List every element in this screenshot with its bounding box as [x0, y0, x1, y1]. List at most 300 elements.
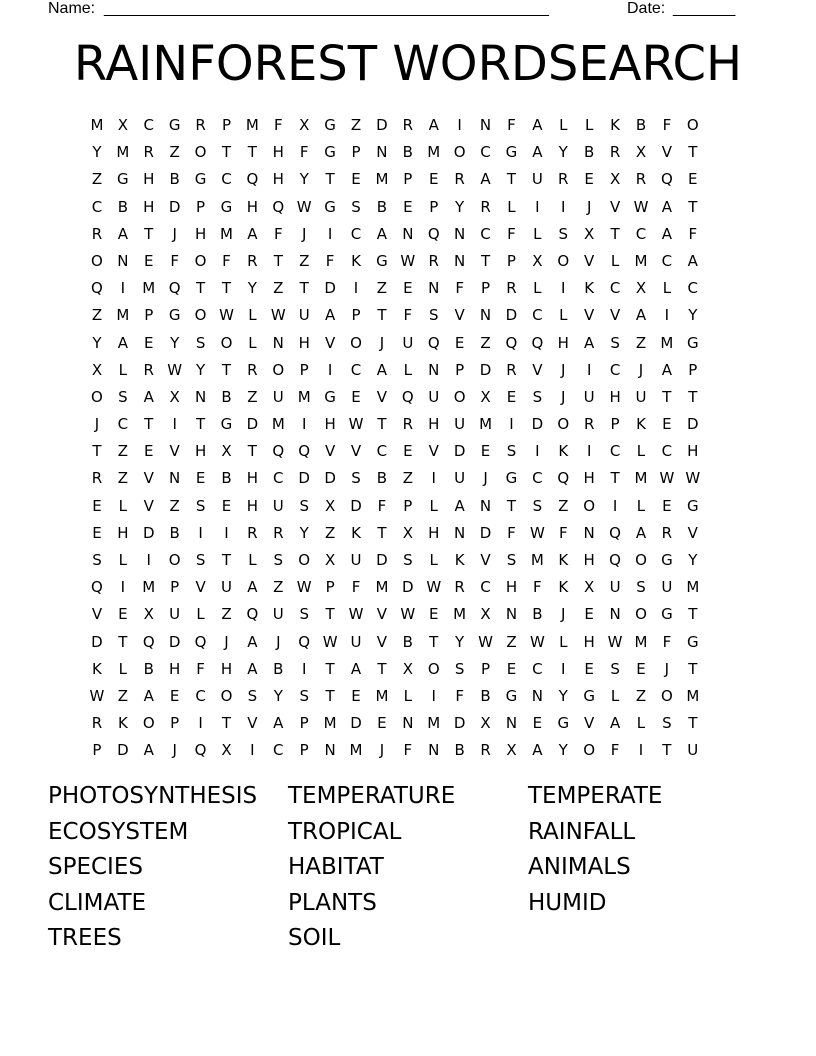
- grid-letter: R: [247, 523, 258, 542]
- grid-letter: E: [584, 659, 594, 678]
- grid-letter: H: [428, 523, 440, 542]
- word-list-item: TREES: [48, 925, 122, 952]
- grid-letter: Q: [246, 605, 259, 624]
- date-field-line: _______: [673, 0, 736, 17]
- grid-letter: R: [91, 224, 103, 243]
- grid-letter: R: [195, 116, 206, 134]
- grid-letter: S: [351, 197, 361, 216]
- grid-letter: H: [117, 523, 129, 542]
- grid-letter: W: [659, 469, 675, 488]
- grid-letter: U: [454, 469, 466, 488]
- grid-letter: Q: [427, 224, 440, 243]
- grid-letter: E: [403, 442, 413, 461]
- grid-letter: J: [379, 741, 385, 760]
- grid-letter: I: [198, 523, 203, 542]
- grid-letter: K: [351, 251, 361, 270]
- grid-letter: L: [248, 551, 257, 569]
- grid-letter: T: [299, 279, 309, 298]
- grid-letter: Q: [194, 632, 207, 651]
- grid-letter: E: [506, 659, 517, 678]
- grid-letter: T: [377, 523, 387, 542]
- grid-letter: G: [505, 143, 518, 162]
- grid-letter: L: [118, 659, 128, 678]
- grid-letter: S: [610, 333, 620, 352]
- grid-letter: J: [379, 333, 385, 352]
- grid-letter: H: [505, 578, 518, 597]
- grid-letter: L: [533, 224, 542, 243]
- grid-letter: X: [635, 279, 647, 298]
- grid-letter: A: [635, 306, 647, 325]
- grid-letter: S: [532, 496, 543, 515]
- grid-letter: I: [457, 116, 462, 134]
- grid-letter: L: [636, 496, 646, 515]
- grid-letter: K: [636, 415, 646, 434]
- grid-letter: A: [247, 632, 258, 651]
- grid-letter: S: [273, 551, 284, 569]
- grid-letter: X: [584, 224, 595, 243]
- grid-letter: E: [169, 686, 180, 705]
- grid-letter: X: [91, 360, 103, 379]
- grid-letter: M: [220, 224, 233, 243]
- grid-letter: T: [506, 170, 517, 189]
- grid-letter: W: [167, 360, 183, 379]
- grid-letter: X: [169, 387, 180, 406]
- grid-letter: H: [143, 170, 155, 189]
- grid-letter: W: [633, 197, 649, 216]
- word-list-item: TROPICAL: [288, 818, 402, 845]
- grid-letter: N: [583, 523, 595, 542]
- grid-letter: D: [246, 415, 259, 434]
- grid-letter: G: [686, 333, 699, 352]
- grid-letter: S: [92, 551, 102, 569]
- grid-letter: R: [428, 251, 439, 270]
- grid-row: [84, 493, 732, 520]
- grid-letter: O: [220, 686, 233, 705]
- word-list-item: TEMPERATE: [528, 783, 663, 809]
- grid-letter: T: [688, 143, 698, 162]
- grid-letter: N: [609, 605, 621, 624]
- grid-letter: A: [376, 360, 388, 379]
- grid-letter: R: [506, 279, 517, 298]
- grid-letter: N: [376, 143, 388, 162]
- grid-row: [84, 683, 732, 710]
- grid-letter: O: [91, 251, 103, 270]
- grid-letter: X: [324, 551, 336, 569]
- grid-letter: S: [403, 551, 413, 569]
- grid-letter: Y: [688, 306, 698, 325]
- grid-letter: E: [403, 279, 413, 298]
- grid-letter: A: [117, 333, 128, 352]
- grid-letter: Y: [273, 686, 283, 705]
- grid-letter: P: [403, 496, 413, 515]
- grid-letter: A: [661, 197, 673, 216]
- grid-letter: L: [118, 551, 128, 569]
- grid-letter: V: [376, 632, 388, 651]
- grid-letter: U: [531, 170, 543, 189]
- grid-letter: Z: [169, 496, 180, 515]
- grid-letter: N: [402, 714, 414, 733]
- grid-letter: W: [296, 578, 312, 597]
- grid-letter: M: [375, 686, 389, 705]
- grid-letter: X: [143, 605, 154, 624]
- grid-letter: V: [143, 496, 154, 515]
- grid-letter: O: [583, 496, 596, 515]
- grid-letter: V: [454, 306, 465, 325]
- grid-letter: R: [480, 741, 491, 760]
- grid-letter: N: [117, 251, 129, 270]
- grid-letter: F: [558, 523, 568, 542]
- grid-letter: M: [634, 632, 648, 651]
- grid-letter: N: [272, 333, 284, 352]
- grid-letter: T: [325, 170, 335, 189]
- grid-letter: G: [324, 116, 336, 134]
- grid-letter: C: [273, 469, 284, 488]
- grid-letter: X: [635, 143, 647, 162]
- grid-letter: U: [298, 306, 310, 325]
- grid-letter: C: [532, 469, 543, 488]
- grid-letter: D: [402, 578, 414, 597]
- grid-letter: T: [688, 387, 698, 406]
- grid-letter: L: [403, 686, 412, 705]
- grid-letter: A: [143, 686, 154, 705]
- grid-row: [84, 139, 732, 166]
- grid-letter: N: [428, 279, 440, 298]
- grid-letter: K: [558, 442, 569, 461]
- grid-letter: H: [246, 496, 259, 515]
- grid-letter: R: [247, 360, 258, 379]
- grid-letter: F: [662, 632, 672, 651]
- grid-letter: L: [559, 116, 568, 134]
- grid-row: [84, 411, 732, 438]
- grid-letter: G: [324, 197, 336, 216]
- grid-letter: T: [506, 496, 517, 515]
- grid-letter: H: [143, 197, 155, 216]
- grid-letter: F: [222, 251, 231, 270]
- grid-letter: T: [221, 143, 232, 162]
- grid-letter: R: [273, 523, 284, 542]
- grid-letter: F: [455, 279, 464, 298]
- grid-letter: E: [532, 714, 543, 733]
- grid-letter: S: [662, 714, 672, 733]
- grid-letter: D: [350, 496, 362, 515]
- grid-letter: K: [92, 659, 102, 678]
- grid-letter: T: [688, 714, 698, 733]
- grid-row: [84, 275, 732, 302]
- grid-letter: C: [532, 659, 543, 678]
- grid-letter: P: [403, 170, 413, 189]
- grid-letter: P: [455, 360, 465, 379]
- grid-letter: R: [402, 116, 414, 134]
- grid-letter: D: [479, 360, 492, 379]
- grid-letter: D: [91, 632, 103, 651]
- grid-letter: F: [273, 224, 283, 243]
- grid-letter: H: [220, 659, 233, 678]
- grid-letter: U: [687, 741, 699, 760]
- grid-letter: X: [324, 496, 336, 515]
- grid-letter: R: [480, 197, 491, 216]
- grid-letter: U: [428, 387, 440, 406]
- grid-letter: P: [196, 197, 206, 216]
- grid-letter: H: [246, 197, 259, 216]
- grid-letter: Y: [558, 686, 568, 705]
- grid-letter: W: [348, 415, 364, 434]
- grid-letter: T: [377, 659, 387, 678]
- grid-letter: S: [454, 659, 465, 678]
- grid-letter: G: [686, 496, 699, 515]
- grid-row: [84, 330, 732, 357]
- grid-letter: A: [376, 224, 388, 243]
- grid-letter: M: [634, 469, 648, 488]
- grid-letter: R: [506, 360, 517, 379]
- grid-letter: G: [168, 306, 181, 325]
- grid-letter: S: [428, 306, 439, 325]
- grid-letter: B: [273, 659, 284, 678]
- grid-letter: Y: [455, 632, 465, 651]
- grid-letter: B: [376, 197, 388, 216]
- grid-letter: T: [480, 251, 491, 270]
- grid-letter: T: [221, 551, 232, 569]
- grid-letter: Z: [169, 143, 180, 162]
- grid-letter: V: [661, 143, 673, 162]
- word-list-item: PHOTOSYNTHESIS: [48, 783, 258, 809]
- grid-letter: F: [610, 741, 620, 760]
- grid-letter: O: [427, 659, 440, 678]
- grid-letter: O: [91, 387, 103, 406]
- grid-row: [84, 574, 732, 601]
- grid-letter: H: [298, 333, 310, 352]
- grid-letter: W: [478, 632, 493, 651]
- grid-letter: I: [535, 442, 540, 461]
- grid-letter: V: [609, 306, 621, 325]
- grid-letter: L: [636, 714, 646, 733]
- grid-letter: M: [427, 714, 441, 733]
- grid-letter: I: [327, 360, 333, 379]
- grid-row: [84, 112, 732, 139]
- grid-letter: U: [350, 632, 362, 651]
- grid-letter: I: [301, 659, 307, 678]
- grid-letter: N: [428, 360, 440, 379]
- grid-letter: A: [635, 523, 647, 542]
- grid-letter: W: [219, 306, 234, 325]
- grid-letter: J: [483, 469, 488, 488]
- grid-letter: C: [687, 279, 699, 298]
- grid-letter: L: [118, 496, 128, 515]
- date-label: Date:: [627, 0, 666, 17]
- grid-letter: R: [661, 523, 673, 542]
- grid-letter: M: [479, 415, 493, 434]
- grid-letter: A: [480, 170, 491, 189]
- grid-letter: J: [664, 659, 670, 678]
- grid-letter: R: [454, 578, 465, 597]
- grid-letter: A: [532, 741, 543, 760]
- grid-letter: L: [662, 279, 672, 298]
- grid-letter: O: [686, 116, 699, 134]
- grid-letter: P: [221, 116, 231, 134]
- grid-letter: I: [586, 360, 592, 379]
- grid-letter: A: [661, 360, 673, 379]
- grid-letter: V: [247, 714, 258, 733]
- grid-letter: M: [297, 387, 311, 406]
- grid-letter: H: [609, 387, 621, 406]
- grid-letter: T: [610, 224, 620, 243]
- grid-letter: U: [454, 415, 466, 434]
- grid-row: [84, 357, 732, 384]
- grid-letter: X: [402, 659, 413, 678]
- grid-letter: S: [506, 551, 517, 569]
- grid-letter: E: [480, 442, 491, 461]
- grid-letter: C: [117, 415, 129, 434]
- grid-letter: M: [142, 578, 156, 597]
- grid-letter: I: [561, 279, 566, 298]
- grid-letter: I: [198, 714, 203, 733]
- grid-letter: F: [507, 523, 516, 542]
- grid-letter: U: [272, 387, 284, 406]
- grid-letter: C: [480, 224, 491, 243]
- grid-letter: I: [172, 415, 177, 434]
- grid-letter: E: [584, 605, 594, 624]
- grid-letter: Y: [299, 170, 309, 189]
- grid-letter: E: [351, 170, 361, 189]
- grid-letter: Y: [299, 523, 309, 542]
- grid-row: [84, 547, 732, 574]
- grid-letter: G: [661, 605, 673, 624]
- grid-letter: H: [687, 442, 699, 461]
- grid-letter: S: [506, 442, 517, 461]
- grid-letter: T: [688, 659, 698, 678]
- grid-letter: J: [561, 360, 566, 379]
- grid-letter: U: [350, 551, 362, 569]
- grid-letter: U: [169, 605, 181, 624]
- grid-letter: W: [270, 306, 286, 325]
- grid-letter: S: [195, 333, 206, 352]
- grid-letter: O: [272, 360, 285, 379]
- grid-letter: C: [609, 442, 621, 461]
- grid-letter: A: [454, 496, 465, 515]
- grid-letter: T: [273, 251, 283, 270]
- grid-letter: E: [351, 387, 361, 406]
- grid-letter: Y: [92, 143, 102, 162]
- grid-letter: T: [247, 143, 257, 162]
- grid-letter: Z: [558, 496, 569, 515]
- grid-letter: R: [402, 415, 414, 434]
- grid-letter: O: [142, 714, 155, 733]
- word-list-item: SOIL: [288, 925, 341, 952]
- grid-letter: F: [688, 224, 698, 243]
- grid-letter: C: [609, 279, 621, 298]
- grid-letter: I: [353, 279, 359, 298]
- grid-letter: L: [248, 306, 257, 325]
- grid-letter: P: [429, 197, 439, 216]
- grid-letter: A: [428, 116, 439, 134]
- grid-letter: W: [529, 523, 545, 542]
- grid-letter: F: [662, 116, 672, 134]
- grid-letter: E: [92, 523, 102, 542]
- grid-letter: H: [246, 469, 259, 488]
- grid-letter: X: [584, 578, 595, 597]
- grid-letter: X: [609, 170, 621, 189]
- grid-letter: Z: [402, 469, 413, 488]
- grid-letter: S: [195, 496, 206, 515]
- grid-letter: J: [94, 415, 100, 434]
- grid-letter: F: [507, 224, 516, 243]
- grid-letter: Y: [558, 143, 568, 162]
- grid-letter: Z: [376, 279, 388, 298]
- grid-letter: E: [584, 170, 594, 189]
- grid-letter: X: [221, 442, 232, 461]
- grid-letter: E: [636, 659, 646, 678]
- grid-letter: M: [375, 170, 389, 189]
- grid-letter: N: [454, 251, 466, 270]
- grid-letter: M: [142, 279, 156, 298]
- grid-letter: U: [609, 578, 621, 597]
- grid-letter: E: [662, 415, 672, 434]
- grid-letter: I: [327, 224, 333, 243]
- grid-letter: V: [376, 387, 388, 406]
- grid-letter: O: [635, 605, 647, 624]
- grid-letter: X: [117, 116, 128, 134]
- grid-letter: X: [506, 741, 517, 760]
- grid-letter: K: [558, 578, 569, 597]
- letter-grid: [84, 112, 732, 765]
- grid-letter: L: [559, 306, 568, 325]
- grid-row: [84, 601, 732, 628]
- grid-letter: A: [584, 333, 595, 352]
- grid-letter: D: [142, 523, 155, 542]
- grid-letter: B: [402, 143, 413, 162]
- grid-letter: C: [143, 116, 154, 134]
- grid-letter: Z: [91, 306, 103, 325]
- grid-letter: G: [220, 197, 233, 216]
- grid-letter: S: [610, 659, 620, 678]
- grid-letter: F: [507, 116, 516, 134]
- grid-letter: N: [505, 605, 518, 624]
- grid-letter: E: [118, 605, 128, 624]
- grid-letter: M: [90, 116, 104, 134]
- grid-letter: E: [92, 496, 102, 515]
- grid-letter: I: [561, 659, 566, 678]
- grid-letter: F: [170, 251, 179, 270]
- grid-letter: T: [429, 632, 439, 651]
- grid-row: [84, 737, 732, 764]
- grid-letter: J: [276, 632, 281, 651]
- grid-letter: T: [688, 197, 698, 216]
- grid-letter: K: [610, 116, 620, 134]
- grid-letter: J: [224, 632, 229, 651]
- grid-letter: A: [609, 714, 621, 733]
- grid-letter: P: [170, 714, 180, 733]
- grid-letter: O: [350, 333, 362, 352]
- grid-letter: Z: [221, 605, 232, 624]
- grid-letter: T: [662, 741, 672, 760]
- grid-letter: G: [505, 469, 518, 488]
- grid-letter: R: [91, 714, 103, 733]
- grid-letter: E: [144, 442, 154, 461]
- grid-letter: P: [299, 360, 309, 379]
- grid-letter: B: [169, 523, 180, 542]
- grid-letter: H: [272, 143, 284, 162]
- grid-letter: S: [299, 496, 309, 515]
- grid-letter: I: [664, 306, 670, 325]
- word-list-item: SPECIES: [48, 854, 143, 881]
- grid-letter: P: [481, 659, 491, 678]
- grid-letter: D: [376, 116, 388, 134]
- grid-letter: R: [609, 143, 621, 162]
- grid-letter: C: [480, 143, 491, 162]
- grid-letter: I: [509, 415, 514, 434]
- grid-letter: T: [144, 224, 154, 243]
- grid-letter: Q: [91, 578, 103, 597]
- grid-letter: D: [324, 469, 336, 488]
